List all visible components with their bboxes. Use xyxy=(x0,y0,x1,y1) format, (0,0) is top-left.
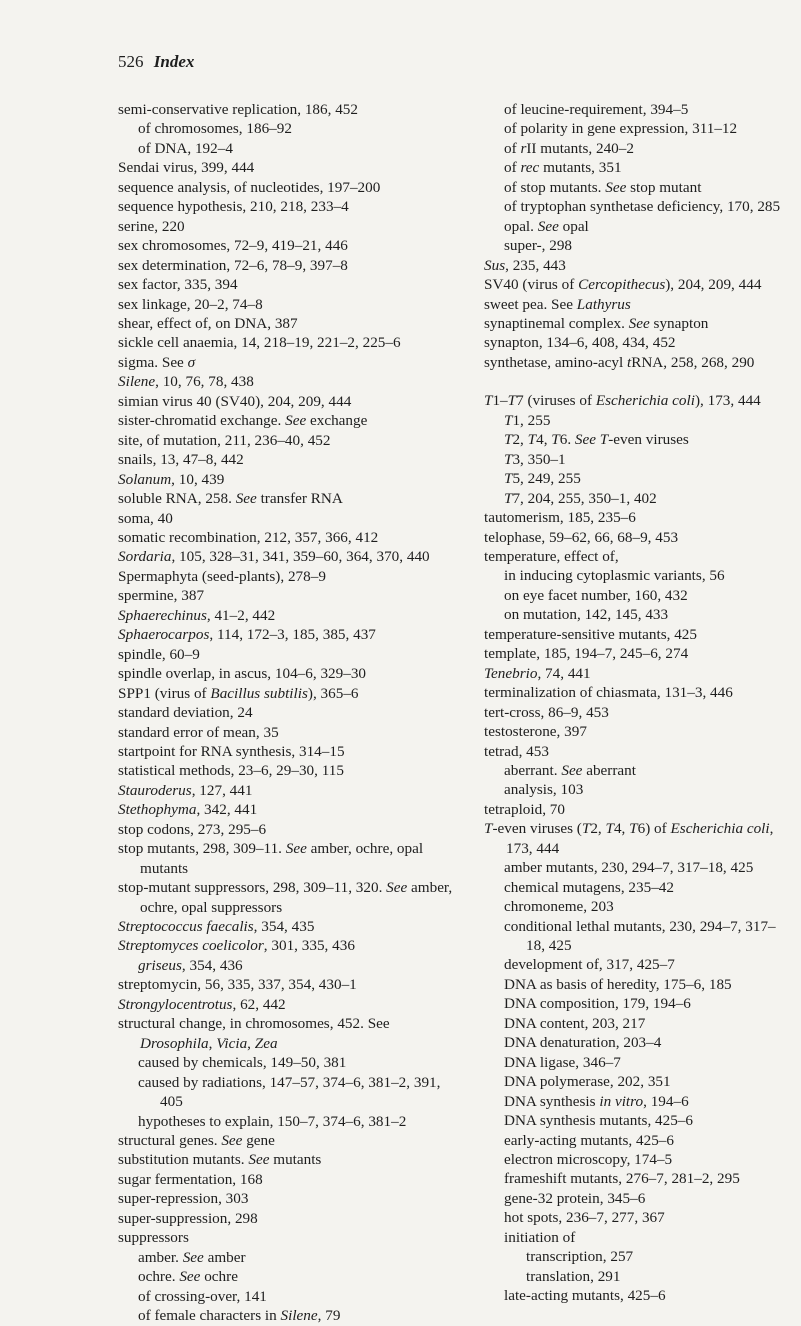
index-entry: frameshift mutants, 276–7, 281–2, 295 xyxy=(504,1170,740,1188)
index-entry: of polarity in gene expression, 311–12 xyxy=(504,120,738,138)
index-entry: of crossing-over, 141 xyxy=(138,1287,267,1305)
index-entry: chemical mutagens, 235–42 xyxy=(504,878,674,896)
index-entry: hot spots, 236–7, 277, 367 xyxy=(504,1209,665,1227)
index-entry: late-acting mutants, 425–6 xyxy=(504,1287,666,1305)
index-column-right xyxy=(484,100,784,1306)
index-entry: stop-mutant suppressors, 298, 309–11, 320. See amber, ochre, opal suppressors xyxy=(118,879,453,916)
index-entry: analysis, 103 xyxy=(504,781,584,799)
page-title: Index xyxy=(153,52,195,71)
index-entry: testosterone, 397 xyxy=(484,723,587,741)
index-entry: DNA content, 203, 217 xyxy=(504,1014,646,1032)
index-entry: in inducing cytoplasmic variants, 56 xyxy=(504,567,725,585)
index-entry: on eye facet number, 160, 432 xyxy=(504,586,688,604)
index-entry: SPP1 (virus of Bacillus subtilis), 365–6 xyxy=(118,684,359,702)
index-entry: of rec mutants, 351 xyxy=(504,159,622,177)
index-entry: structural change, in chromosomes, 452. See Drosophila, Vicia, Zea xyxy=(118,1015,390,1052)
index-entry: shear, effect of, on DNA, 387 xyxy=(118,314,298,332)
index-entry: semi-conservative replication, 186, 452 xyxy=(118,101,358,118)
index-entry: sex determination, 72–6, 78–9, 397–8 xyxy=(118,256,348,274)
index-entry: sex chromosomes, 72–9, 419–21, 446 xyxy=(118,237,348,255)
index-entry: sweet pea. See Lathyrus xyxy=(484,295,631,313)
index-entry: transcription, 257 xyxy=(526,1248,634,1266)
index-entry: Sphaerechinus, 41–2, 442 xyxy=(118,606,276,624)
index-entry: sigma. See σ xyxy=(118,353,196,371)
index-entry: Sus, 235, 443 xyxy=(484,256,566,274)
index-entry: Tenebrio, 74, 441 xyxy=(484,664,591,682)
index-entry: synapton, 134–6, 408, 434, 452 xyxy=(484,334,676,352)
index-entry: development of, 317, 425–7 xyxy=(504,956,675,974)
index-entry: structural genes. See gene xyxy=(118,1132,275,1150)
index-entry: T7, 204, 255, 350–1, 402 xyxy=(504,489,657,507)
index-entry: standard deviation, 24 xyxy=(118,704,253,722)
index-entry: T1, 255 xyxy=(504,411,551,429)
index-entry: sister-chromatid exchange. See exchange xyxy=(118,412,368,430)
index-entry: statistical methods, 23–6, 29–30, 115 xyxy=(118,762,344,780)
index-entry: of tryptophan synthetase deficiency, 170, 285 xyxy=(504,198,781,216)
index-entry: substitution mutants. See mutants xyxy=(118,1151,322,1169)
index-entry: tautomerism, 185, 235–6 xyxy=(484,509,636,527)
index-entry: initiation of xyxy=(504,1228,576,1246)
index-entry: of female characters in Silene, 79 xyxy=(138,1307,341,1325)
index-entry: telophase, 59–62, 66, 68–9, 453 xyxy=(484,528,679,546)
index-entry: sequence hypothesis, 210, 218, 233–4 xyxy=(118,198,349,216)
index-entry: somatic recombination, 212, 357, 366, 412 xyxy=(118,528,379,546)
index-entry: electron microscopy, 174–5 xyxy=(504,1151,673,1169)
index-entry: amber mutants, 230, 294–7, 317–18, 425 xyxy=(504,859,754,877)
index-entry: hypotheses to explain, 150–7, 374–6, 381–2 xyxy=(138,1112,407,1130)
index-entry: of chromosomes, 186–92 xyxy=(138,120,292,138)
index-entry: stop mutants, 298, 309–11. See amber, ochre, opal mutants xyxy=(118,840,424,877)
index-entry: T-even viruses (T2, T4, T6) of Escherichia coli, 173, 444 xyxy=(484,820,774,857)
index-entry: griseus, 354, 436 xyxy=(138,956,243,974)
index-entry: Streptococcus faecalis, 354, 435 xyxy=(118,918,315,936)
index-entry: temperature, effect of, xyxy=(484,547,619,565)
index-entry: tetraploid, 70 xyxy=(484,800,565,818)
index-entry: soluble RNA, 258. See transfer RNA xyxy=(118,490,343,508)
index-entry: of rII mutants, 240–2 xyxy=(504,139,634,157)
index-entry: SV40 (virus of Cercopithecus), 204, 209, 444 xyxy=(484,276,762,294)
running-header xyxy=(118,52,194,72)
index-entry: super-repression, 303 xyxy=(118,1190,249,1208)
index-entry: Solanum, 10, 439 xyxy=(118,470,225,488)
index-entry: soma, 40 xyxy=(118,509,173,527)
index-entry: snails, 13, 47–8, 442 xyxy=(118,451,244,469)
index-entry: caused by radiations, 147–57, 374–6, 381–2, 391, 405 xyxy=(138,1073,441,1111)
index-entry: of DNA, 192–4 xyxy=(138,139,233,157)
index-entry: synthetase, amino-acyl tRNA, 258, 268, 290 xyxy=(484,353,755,371)
index-entry: T2, T4, T6. See T-even viruses xyxy=(504,431,689,449)
index-column-left xyxy=(118,100,454,1326)
index-entry: Spermaphyta (seed-plants), 278–9 xyxy=(118,567,326,585)
index-entry: stop codons, 273, 295–6 xyxy=(118,820,267,838)
index-entry: conditional lethal mutants, 230, 294–7, 317–18, 425 xyxy=(504,917,776,955)
index-entry: synaptinemal complex. See synapton xyxy=(484,314,709,332)
index-entry: T5, 249, 255 xyxy=(504,470,581,488)
index-entry: spermine, 387 xyxy=(118,587,205,605)
index-entry: Strongylocentrotus, 62, 442 xyxy=(118,995,286,1013)
index-entry: DNA synthesis mutants, 425–6 xyxy=(504,1112,694,1130)
index-entry: spindle, 60–9 xyxy=(118,645,200,663)
index-entry: sequence analysis, of nucleotides, 197–200 xyxy=(118,178,381,196)
index-entry: simian virus 40 (SV40), 204, 209, 444 xyxy=(118,392,352,410)
page-number: 526 xyxy=(118,52,144,71)
index-entry: Stethophyma, 342, 441 xyxy=(118,801,258,819)
index-entry: template, 185, 194–7, 245–6, 274 xyxy=(484,645,689,663)
index-entry: sex linkage, 20–2, 74–8 xyxy=(118,295,263,313)
index-entry: serine, 220 xyxy=(118,217,185,235)
index-entry: tetrad, 453 xyxy=(484,742,549,760)
index-entry: on mutation, 142, 145, 433 xyxy=(504,606,669,624)
index-entry: T1–T7 (viruses of Escherichia coli), 173, 444 xyxy=(484,392,761,410)
index-entry: T3, 350–1 xyxy=(504,450,566,468)
index-entry: DNA synthesis in vitro, 194–6 xyxy=(504,1092,689,1110)
index-entry: streptomycin, 56, 335, 337, 354, 430–1 xyxy=(118,976,357,994)
index-entry: startpoint for RNA synthesis, 314–15 xyxy=(118,742,345,760)
index-entry: standard error of mean, 35 xyxy=(118,723,279,741)
index-entry: Silene, 10, 76, 78, 438 xyxy=(118,373,254,391)
index-entry: of stop mutants. See stop mutant xyxy=(504,178,702,196)
index-entry: gene-32 protein, 345–6 xyxy=(504,1189,646,1207)
index-entry: DNA composition, 179, 194–6 xyxy=(504,995,691,1013)
index-entry: translation, 291 xyxy=(526,1267,621,1285)
index-entry: spindle overlap, in ascus, 104–6, 329–30 xyxy=(118,665,367,683)
index-entry: aberrant. See aberrant xyxy=(504,761,636,779)
index-entry: Sordaria, 105, 328–31, 341, 359–60, 364, 370, 440 xyxy=(118,548,430,566)
index-entry: ochre. See ochre xyxy=(138,1268,238,1286)
index-entry: site, of mutation, 211, 236–40, 452 xyxy=(118,431,331,449)
index-entry: sickle cell anaemia, 14, 218–19, 221–2, 225–6 xyxy=(118,334,401,352)
index-entry: terminalization of chiasmata, 131–3, 446 xyxy=(484,684,733,702)
index-entry: of leucine-requirement, 394–5 xyxy=(504,101,689,118)
index-entry: DNA denaturation, 203–4 xyxy=(504,1034,662,1052)
index-entry: suppressors xyxy=(118,1229,189,1247)
index-entry: DNA polymerase, 202, 351 xyxy=(504,1073,671,1091)
index-entry: sugar fermentation, 168 xyxy=(118,1170,263,1188)
index-entry: temperature-sensitive mutants, 425 xyxy=(484,625,697,643)
index-entry: DNA as basis of heredity, 175–6, 185 xyxy=(504,975,732,993)
index-entry: Sendai virus, 399, 444 xyxy=(118,159,255,177)
index-entry: Stauroderus, 127, 441 xyxy=(118,781,253,799)
index-entry: caused by chemicals, 149–50, 381 xyxy=(138,1054,347,1072)
index-entry: super-suppression, 298 xyxy=(118,1209,258,1227)
index-entry: early-acting mutants, 425–6 xyxy=(504,1131,674,1149)
index-entry: DNA ligase, 346–7 xyxy=(504,1053,621,1071)
index-entry: opal. See opal xyxy=(504,217,589,235)
index-entry: chromoneme, 203 xyxy=(504,898,614,916)
index-entry: super-, 298 xyxy=(504,237,573,255)
index-entry: Sphaerocarpos, 114, 172–3, 185, 385, 437 xyxy=(118,626,376,644)
index-entry: amber. See amber xyxy=(138,1248,246,1266)
index-entry: tert-cross, 86–9, 453 xyxy=(484,703,609,721)
index-entry: Streptomyces coelicolor, 301, 335, 436 xyxy=(118,937,355,955)
index-entry: sex factor, 335, 394 xyxy=(118,276,238,294)
